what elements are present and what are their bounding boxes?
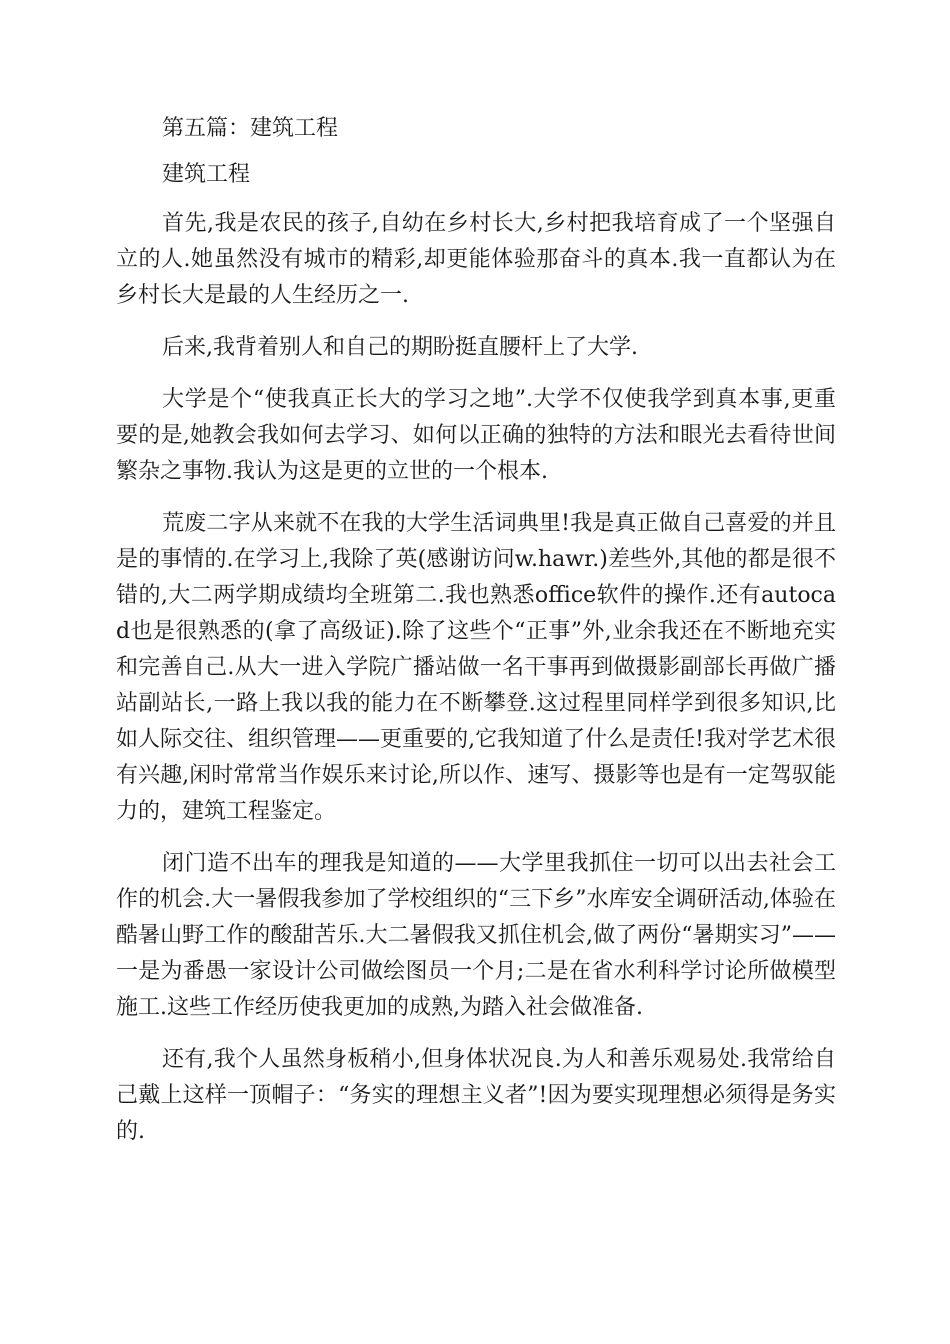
document-page xyxy=(116,106,836,1150)
paragraph: 后来,我背着别人和自己的期盼挺直腰杆上了大学. xyxy=(162,335,638,360)
paragraph: 首先,我是农民的孩子,自幼在乡村长大,乡村把我培育成了一个坚强自立的人.她虽然没有城市的精彩,却更能体验那奋斗的真本.我一直都认为在乡村长大是最的人生经历之一. xyxy=(116,211,836,308)
paragraph: 荒废二字从来就不在我的大学生活词典里!我是真正做自己喜爱的并且是的事情的.在学习上,我除了英(感谢访问w.hawr.)差些外,其他的都是很不错的,大二两学期成绩均全班第二.我也熟悉office软件的操作.还有autocad也是很熟悉的(拿了高级证).除了这些个“正事”外,业余我还在不断地充实和完善自己.从大一进入学院广播站做一名干事再到做摄影副部长再做广播站副站长,一路上我以我的能力在不断攀登.这过程里同样学到很多知识,比如人际交往、组织管理——更重要的,它我知道了什么是责任!我对学艺术很有兴趣,闲时常常当作娱乐来讨论,所以作、速写、摄影等也是有一定驾驭能力的，建筑工程鉴定。 xyxy=(116,511,836,824)
document-title: 第五篇：建筑工程 xyxy=(162,116,339,141)
document-subtitle: 建筑工程 xyxy=(162,162,251,187)
paragraph: 还有,我个人虽然身板稍小,但身体状况良.为人和善乐观易处.我常给自己戴上这样一顶帽子：“务实的理想主义者”!因为要实现理想必须得是务实的. xyxy=(116,1047,836,1144)
paragraph: 闭门造不出车的理我是知道的——大学里我抓住一切可以出去社会工作的机会.大一暑假我参加了学校组织的“三下乡”水库安全调研活动,体验在酷暑山野工作的酸甜苦乐.大二暑假我又抓住机会,做了两份“暑期实习”——一是为番愚一家设计公司做绘图员一个月;二是在省水利科学讨论所做模型施工.这些工作经历使我更加的成熟,为踏入社会做准备. xyxy=(116,851,836,1020)
paragraph: 大学是个“使我真正长大的学习之地”.大学不仅使我学到真本事,更重要的是,她教会我如何去学习、如何以正确的独特的方法和眼光去看待世间繁杂之事物.我认为这是更的立世的一个根本. xyxy=(116,387,836,484)
